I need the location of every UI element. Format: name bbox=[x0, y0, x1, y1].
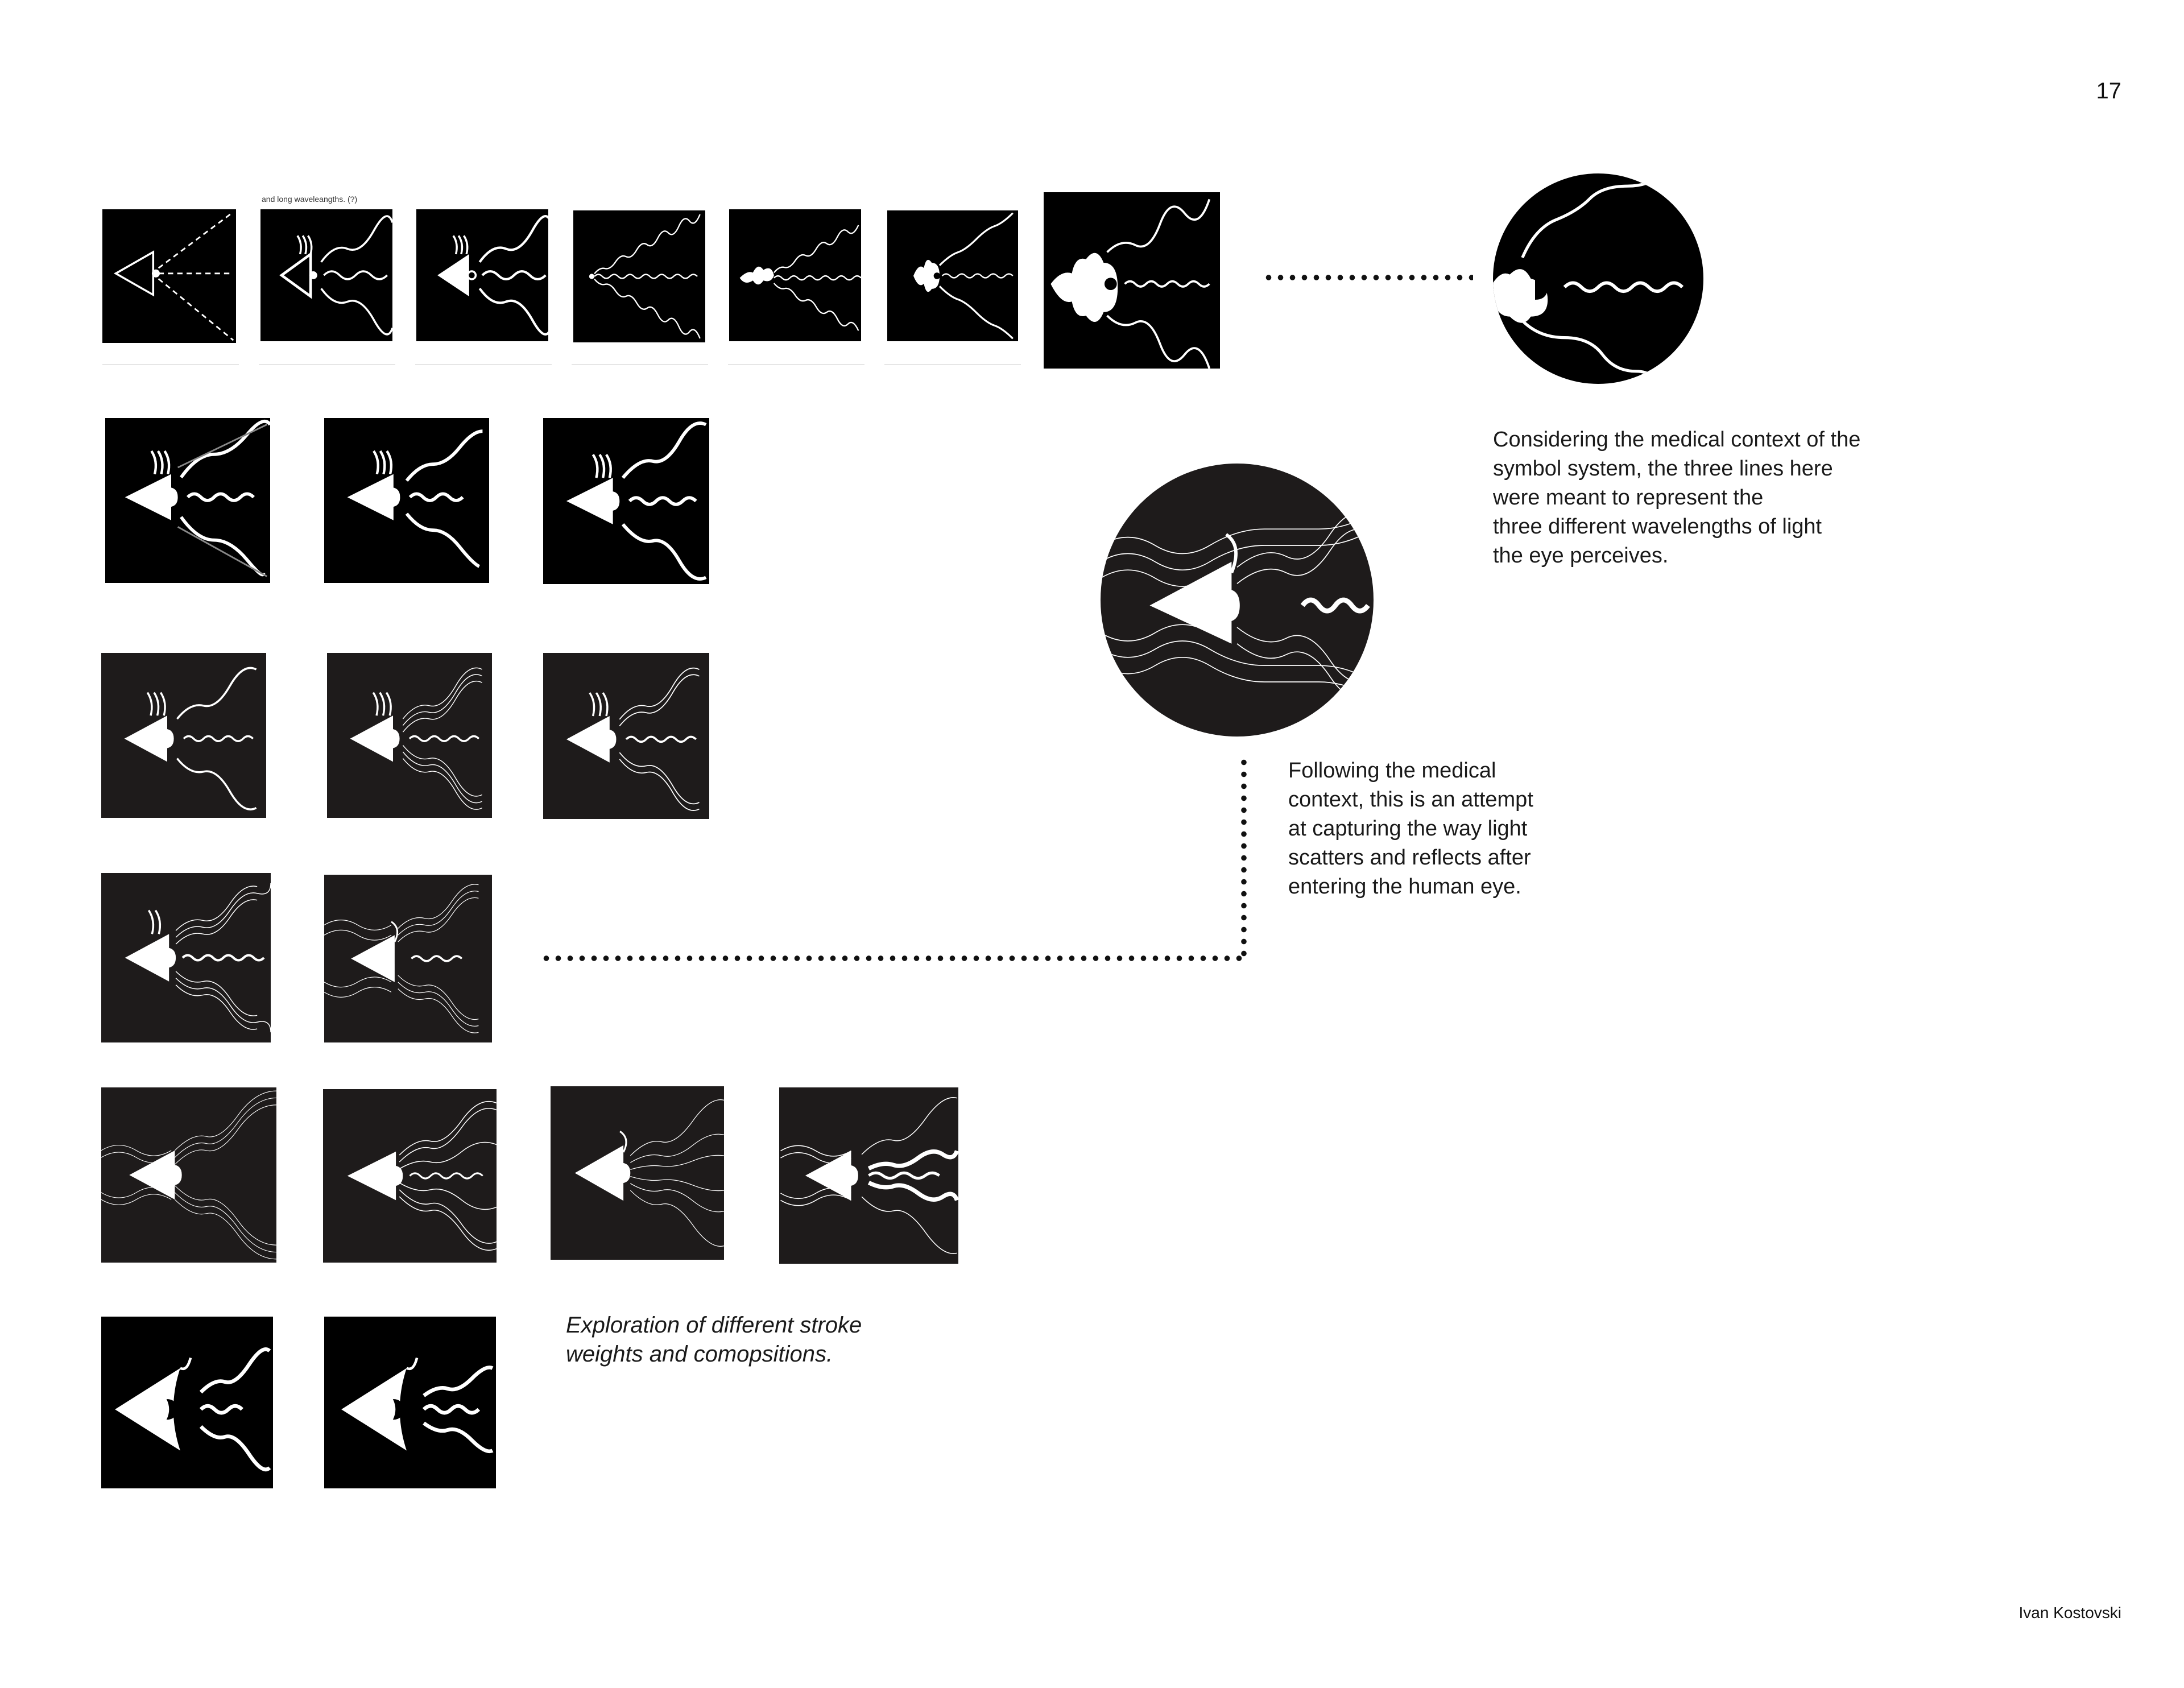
variation-thumb-5-2 bbox=[323, 1089, 497, 1263]
variation-thumb-4-1 bbox=[101, 873, 271, 1042]
eye-symbol-icon bbox=[729, 209, 861, 341]
eye-symbol-icon bbox=[260, 209, 392, 341]
variation-thumb-4-2 bbox=[324, 875, 492, 1042]
eye-symbol-icon bbox=[101, 653, 266, 818]
eye-symbol-icon bbox=[327, 653, 492, 818]
scatter-lines-icon bbox=[323, 1089, 497, 1263]
variation-thumb-6-1 bbox=[101, 1317, 273, 1488]
sketch-thumb-5 bbox=[729, 209, 861, 341]
page-number: 17 bbox=[2096, 78, 2121, 104]
sketch-thumb-6 bbox=[887, 210, 1018, 341]
scatter-note: Following the medical context, this is an attempt at capturing the way light scatters and reflects after entering the human eye. bbox=[1288, 759, 1533, 899]
scatter-lines-icon bbox=[551, 1086, 724, 1260]
sketch-thumb-3 bbox=[416, 209, 548, 341]
variation-thumb-2-3 bbox=[543, 418, 709, 584]
eye-symbol-icon bbox=[101, 1317, 273, 1488]
eye-symbol-icon bbox=[1493, 173, 1703, 384]
dotted-connector bbox=[540, 955, 1246, 961]
variation-thumb-2-1 bbox=[105, 418, 270, 583]
dotted-connector-vertical bbox=[1241, 756, 1247, 958]
sketch-thumb-4 bbox=[573, 210, 705, 342]
variation-thumb-3-3 bbox=[543, 653, 709, 819]
eye-symbol-icon bbox=[543, 418, 709, 584]
sketch-thumb-7 bbox=[1044, 192, 1220, 369]
sketch-thumb-1 bbox=[102, 209, 236, 343]
eye-symbol-icon bbox=[324, 1317, 496, 1488]
eye-symbol-icon bbox=[1044, 192, 1220, 369]
exploration-caption: Exploration of different stroke weights and comopsitions. bbox=[566, 1313, 862, 1367]
sketch-note: and long waveleangths. (?) bbox=[262, 195, 358, 204]
variation-thumb-5-1 bbox=[101, 1087, 276, 1263]
wavelength-lines-icon bbox=[573, 210, 705, 342]
eye-symbol-icon bbox=[105, 418, 270, 583]
eye-symbol-icon bbox=[416, 209, 548, 341]
scatter-lines-icon bbox=[779, 1087, 958, 1264]
variation-thumb-3-1 bbox=[101, 653, 266, 818]
eye-symbol-icon bbox=[543, 653, 709, 819]
eye-symbol-icon bbox=[102, 209, 236, 343]
variation-thumb-6-2 bbox=[324, 1317, 496, 1488]
variation-thumb-2-2 bbox=[324, 418, 489, 583]
eye-symbol-icon bbox=[887, 210, 1018, 341]
scatter-lines-icon bbox=[101, 1087, 276, 1263]
variation-thumb-5-3 bbox=[551, 1086, 724, 1260]
variation-thumb-5-4 bbox=[779, 1087, 958, 1264]
three-lines-note: Considering the medical context of the symbol system, the three lines here were meant to represent the three different wavelengths of light the eye perceives. bbox=[1493, 428, 1861, 568]
scatter-lines-icon bbox=[101, 873, 271, 1042]
scatter-circle-symbol bbox=[1101, 464, 1374, 737]
dotted-connector bbox=[1263, 275, 1473, 280]
author-name: Ivan Kostovski bbox=[2018, 1604, 2121, 1621]
eye-symbol-icon bbox=[324, 418, 489, 583]
variation-thumb-3-2 bbox=[327, 653, 492, 818]
scatter-lines-icon bbox=[1101, 464, 1374, 737]
scatter-lines-icon bbox=[324, 875, 492, 1042]
three-lines-circle-symbol bbox=[1493, 173, 1703, 384]
sketch-thumb-2 bbox=[260, 209, 392, 341]
